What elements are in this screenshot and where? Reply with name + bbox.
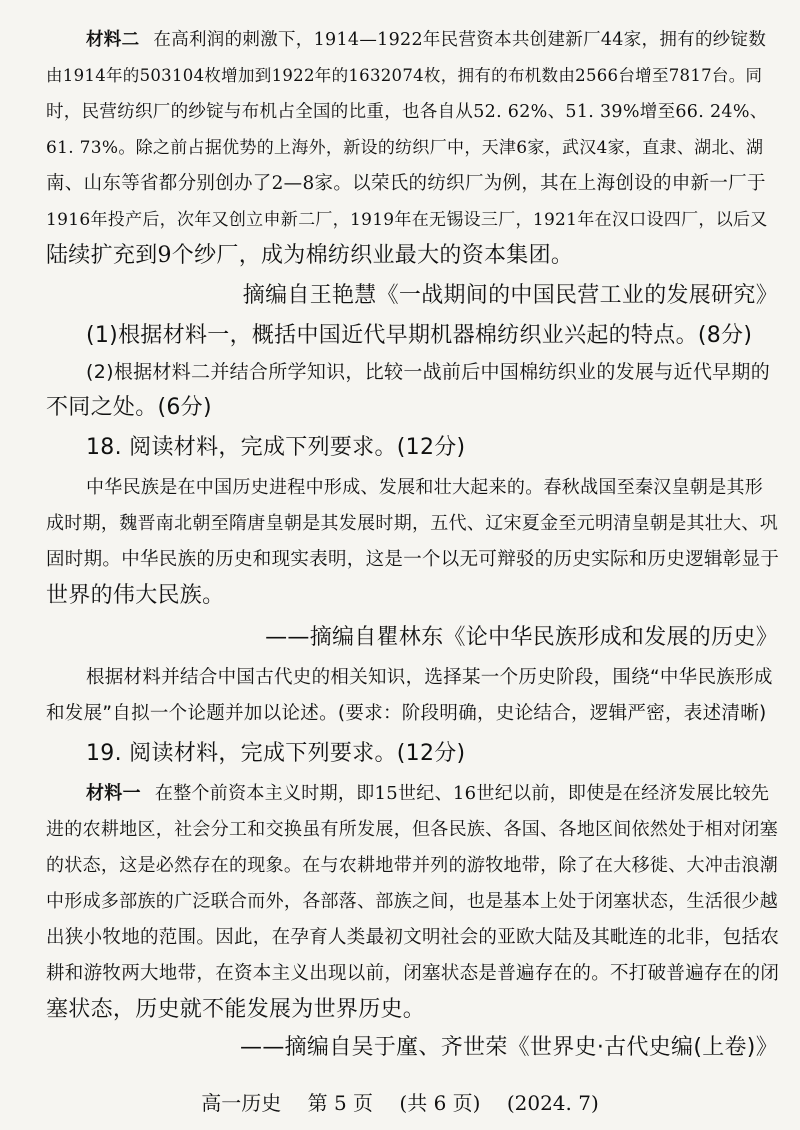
- material2-line-1: 材料二 在高利润的刺激下，1914—1922年民营资本共创建新厂44家，拥有的纱锭数: [86, 30, 767, 50]
- q18-task-line2: 和发展”自拟一个论题并加以论述。(要求：阶段明确，史论结合，逻辑严密，表述清晰): [46, 703, 767, 724]
- material2-source: 摘编自王艳慧《一战期间的中国民营工业的发展研究》: [242, 283, 778, 308]
- q18-line-3: 固时期。中华民族的历史和现实表明，这是一个以无可辩驳的历史实际和历史逻辑彰显于: [46, 549, 780, 570]
- material2-label: 材料二: [86, 30, 140, 50]
- q18-line-2: 成时期，魏晋南北朝至隋唐皇朝是其发展时期，五代、辽宋夏金至元明清皇朝是其壮大、巩: [46, 513, 778, 534]
- q17-sub2-line2: 不同之处。(6分): [46, 395, 212, 420]
- footer-date: (2024. 7): [506, 1091, 599, 1115]
- q17-sub1: (1)根据材料一，概括中国近代早期机器棉纺织业兴起的特点。(8分): [86, 323, 753, 348]
- q19-line-2: 进的农耕地区，社会分工和交换虽有所发展，但各民族、各国、各地区间依然处于相对闭塞: [46, 819, 778, 840]
- q19-title: 19. 阅读材料，完成下列要求。(12分): [86, 741, 466, 766]
- q19-line-5: 出狭小牧地的范围。因此，在孕育人类最初文明社会的亚欧大陆及其毗连的北非，包括农: [46, 927, 780, 948]
- footer-page-number: 第 5 页: [307, 1091, 374, 1115]
- page-footer: [0, 1088, 800, 1118]
- q18-title: 18. 阅读材料，完成下列要求。(12分): [86, 435, 466, 460]
- material1-label: 材料一: [86, 783, 141, 804]
- q19-source: ——摘编自吴于廑、齐世荣《世界史·古代史编(上卷)》: [240, 1035, 778, 1060]
- material2-line-5: 南、山东等省都分别创办了2—8家。以荣氏的纺织厂为例，其在上海创设的申新一厂于: [46, 173, 766, 194]
- q19-line-1: 材料一 在整个前资本主义时期，即15世纪、16世纪以前，即使是在经济发展比较先: [86, 783, 770, 804]
- footer-subject: 高一历史: [201, 1091, 282, 1115]
- q18-line-1: 中华民族是在中国历史进程中形成、发展和壮大起来的。春秋战国至秦汉皇朝是其形: [86, 477, 764, 498]
- q19-line-3: 的状态，这是必然存在的现象。在与农耕地带并列的游牧地带，除了在大移徙、大冲击浪潮: [46, 855, 778, 876]
- material2-line-3: 时，民营纺织厂的纱锭与布机占全国的比重，也各自从52. 62%、51. 39%增至66. 24%、: [46, 102, 768, 122]
- q18-source: ——摘编自瞿林东《论中华民族形成和发展的历史》: [265, 625, 778, 650]
- footer-total-pages: (共 6 页): [399, 1091, 481, 1115]
- material2-line-7: 陆续扩充到9个纱厂，成为棉纺织业最大的资本集团。: [46, 243, 574, 268]
- material2-line-2: 由1914年的503104枚增加到1922年的1632074枚，拥有的布机数由2566台增至7817台。同: [46, 66, 763, 85]
- q17-sub2-line1: (2)根据材料二并结合所学知识，比较一战前后中国棉纺织业的发展与近代早期的: [86, 361, 771, 383]
- material2-line-6: 1916年投产后，次年又创立申新二厂，1919年在无锡设三厂，1921年在汉口设四厂，以后又: [46, 210, 768, 230]
- material2-line-4: 61. 73%。除之前占据优势的上海外，新设的纺织厂中，天津6家，武汉4家，直隶、湖北、湖: [46, 138, 764, 158]
- q19-line-7: 塞状态，历史就不能发展为世界历史。: [46, 997, 426, 1022]
- q19-line-6: 耕和游牧两大地带，在资本主义出现以前，闭塞状态是普遍存在的。不打破普遍存在的闭: [46, 963, 780, 984]
- q18-task-line1: 根据材料并结合中国古代史的相关知识，选择某一个历史阶段，围绕“中华民族形成: [86, 667, 773, 688]
- q18-line-4: 世界的伟大民族。: [46, 583, 225, 608]
- q19-line-4: 中形成多部族的广泛联合而外，各部落、部族之间，也是基本上处于闭塞状态，生活很少越: [46, 891, 778, 912]
